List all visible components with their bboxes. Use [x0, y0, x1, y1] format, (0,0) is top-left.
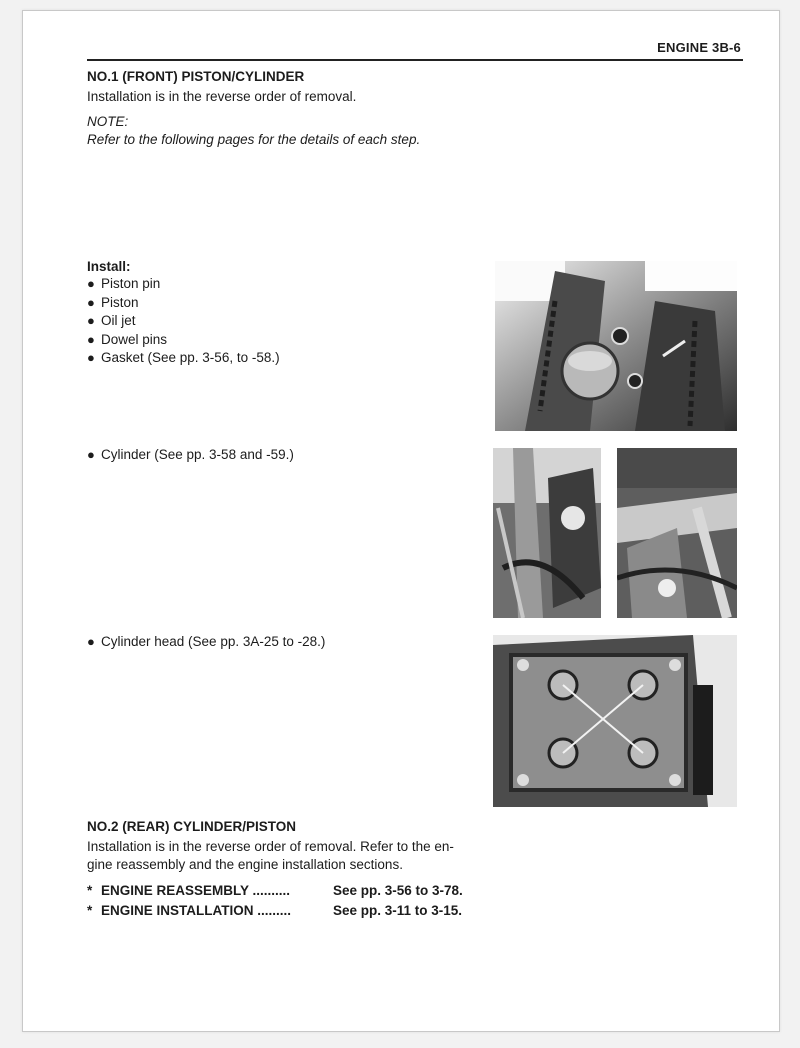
reference-pages: See pp. 3-56 to 3-78.	[333, 883, 463, 898]
reference-label: ENGINE INSTALLATION .........	[101, 903, 292, 918]
install-list	[87, 275, 467, 368]
bullet-icon: ●	[87, 634, 95, 649]
bullet-icon: ●	[87, 331, 95, 347]
bullet-icon: ●	[87, 294, 95, 310]
page-header	[87, 37, 743, 61]
reference-row: * ENGINE INSTALLATION ......... See pp. 3-11 to 3-15.	[87, 901, 462, 921]
cylinder-head-photo	[493, 635, 737, 807]
list-item: ● Piston	[87, 294, 467, 313]
list-item: ● Cylinder (See pp. 3-58 and -59.)	[87, 446, 467, 465]
piston-photo	[495, 261, 737, 431]
list-item: ● Gasket (See pp. 3-56, to -58.)	[87, 349, 467, 368]
cylinder-head-step	[87, 633, 467, 652]
reference-label: ENGINE REASSEMBLY ..........	[101, 883, 291, 898]
install-heading: Install:	[87, 259, 131, 274]
section1-intro: Installation is in the reverse order of removal.	[87, 89, 357, 104]
list-item: ● Oil jet	[87, 312, 467, 331]
bullet-icon: ●	[87, 350, 95, 365]
reference-row: * ENGINE REASSEMBLY .......... See pp. 3-56 to 3-78.	[87, 881, 463, 901]
section2-line1: Installation is in the reverse order of removal. Refer to the en-	[87, 839, 454, 854]
cylinder-photo-left	[493, 448, 601, 618]
header-text: ENGINE 3B-6	[657, 40, 741, 55]
reference-pages: See pp. 3-11 to 3-15.	[333, 903, 463, 918]
cylinder-photo-right	[617, 448, 737, 618]
section1-title: NO.1 (FRONT) PISTON/CYLINDER	[87, 69, 305, 84]
cylinder-step	[87, 446, 467, 465]
bullet-icon: ●	[87, 276, 95, 291]
list-item: ● Cylinder head (See pp. 3A-25 to -28.)	[87, 633, 467, 652]
list-item: ● Piston pin	[87, 275, 467, 294]
section2-title: NO.2 (REAR) CYLINDER/PISTON	[87, 819, 297, 834]
bullet-icon: ●	[87, 313, 95, 328]
manual-page	[22, 10, 780, 1032]
note-text: Refer to the following pages for the details of each step.	[87, 132, 421, 147]
bullet-icon: ●	[87, 447, 95, 462]
list-item: ● Dowel pins	[87, 331, 467, 350]
section2-line2: gine reassembly and the engine installation sections.	[87, 857, 403, 872]
note-label: NOTE:	[87, 114, 129, 129]
